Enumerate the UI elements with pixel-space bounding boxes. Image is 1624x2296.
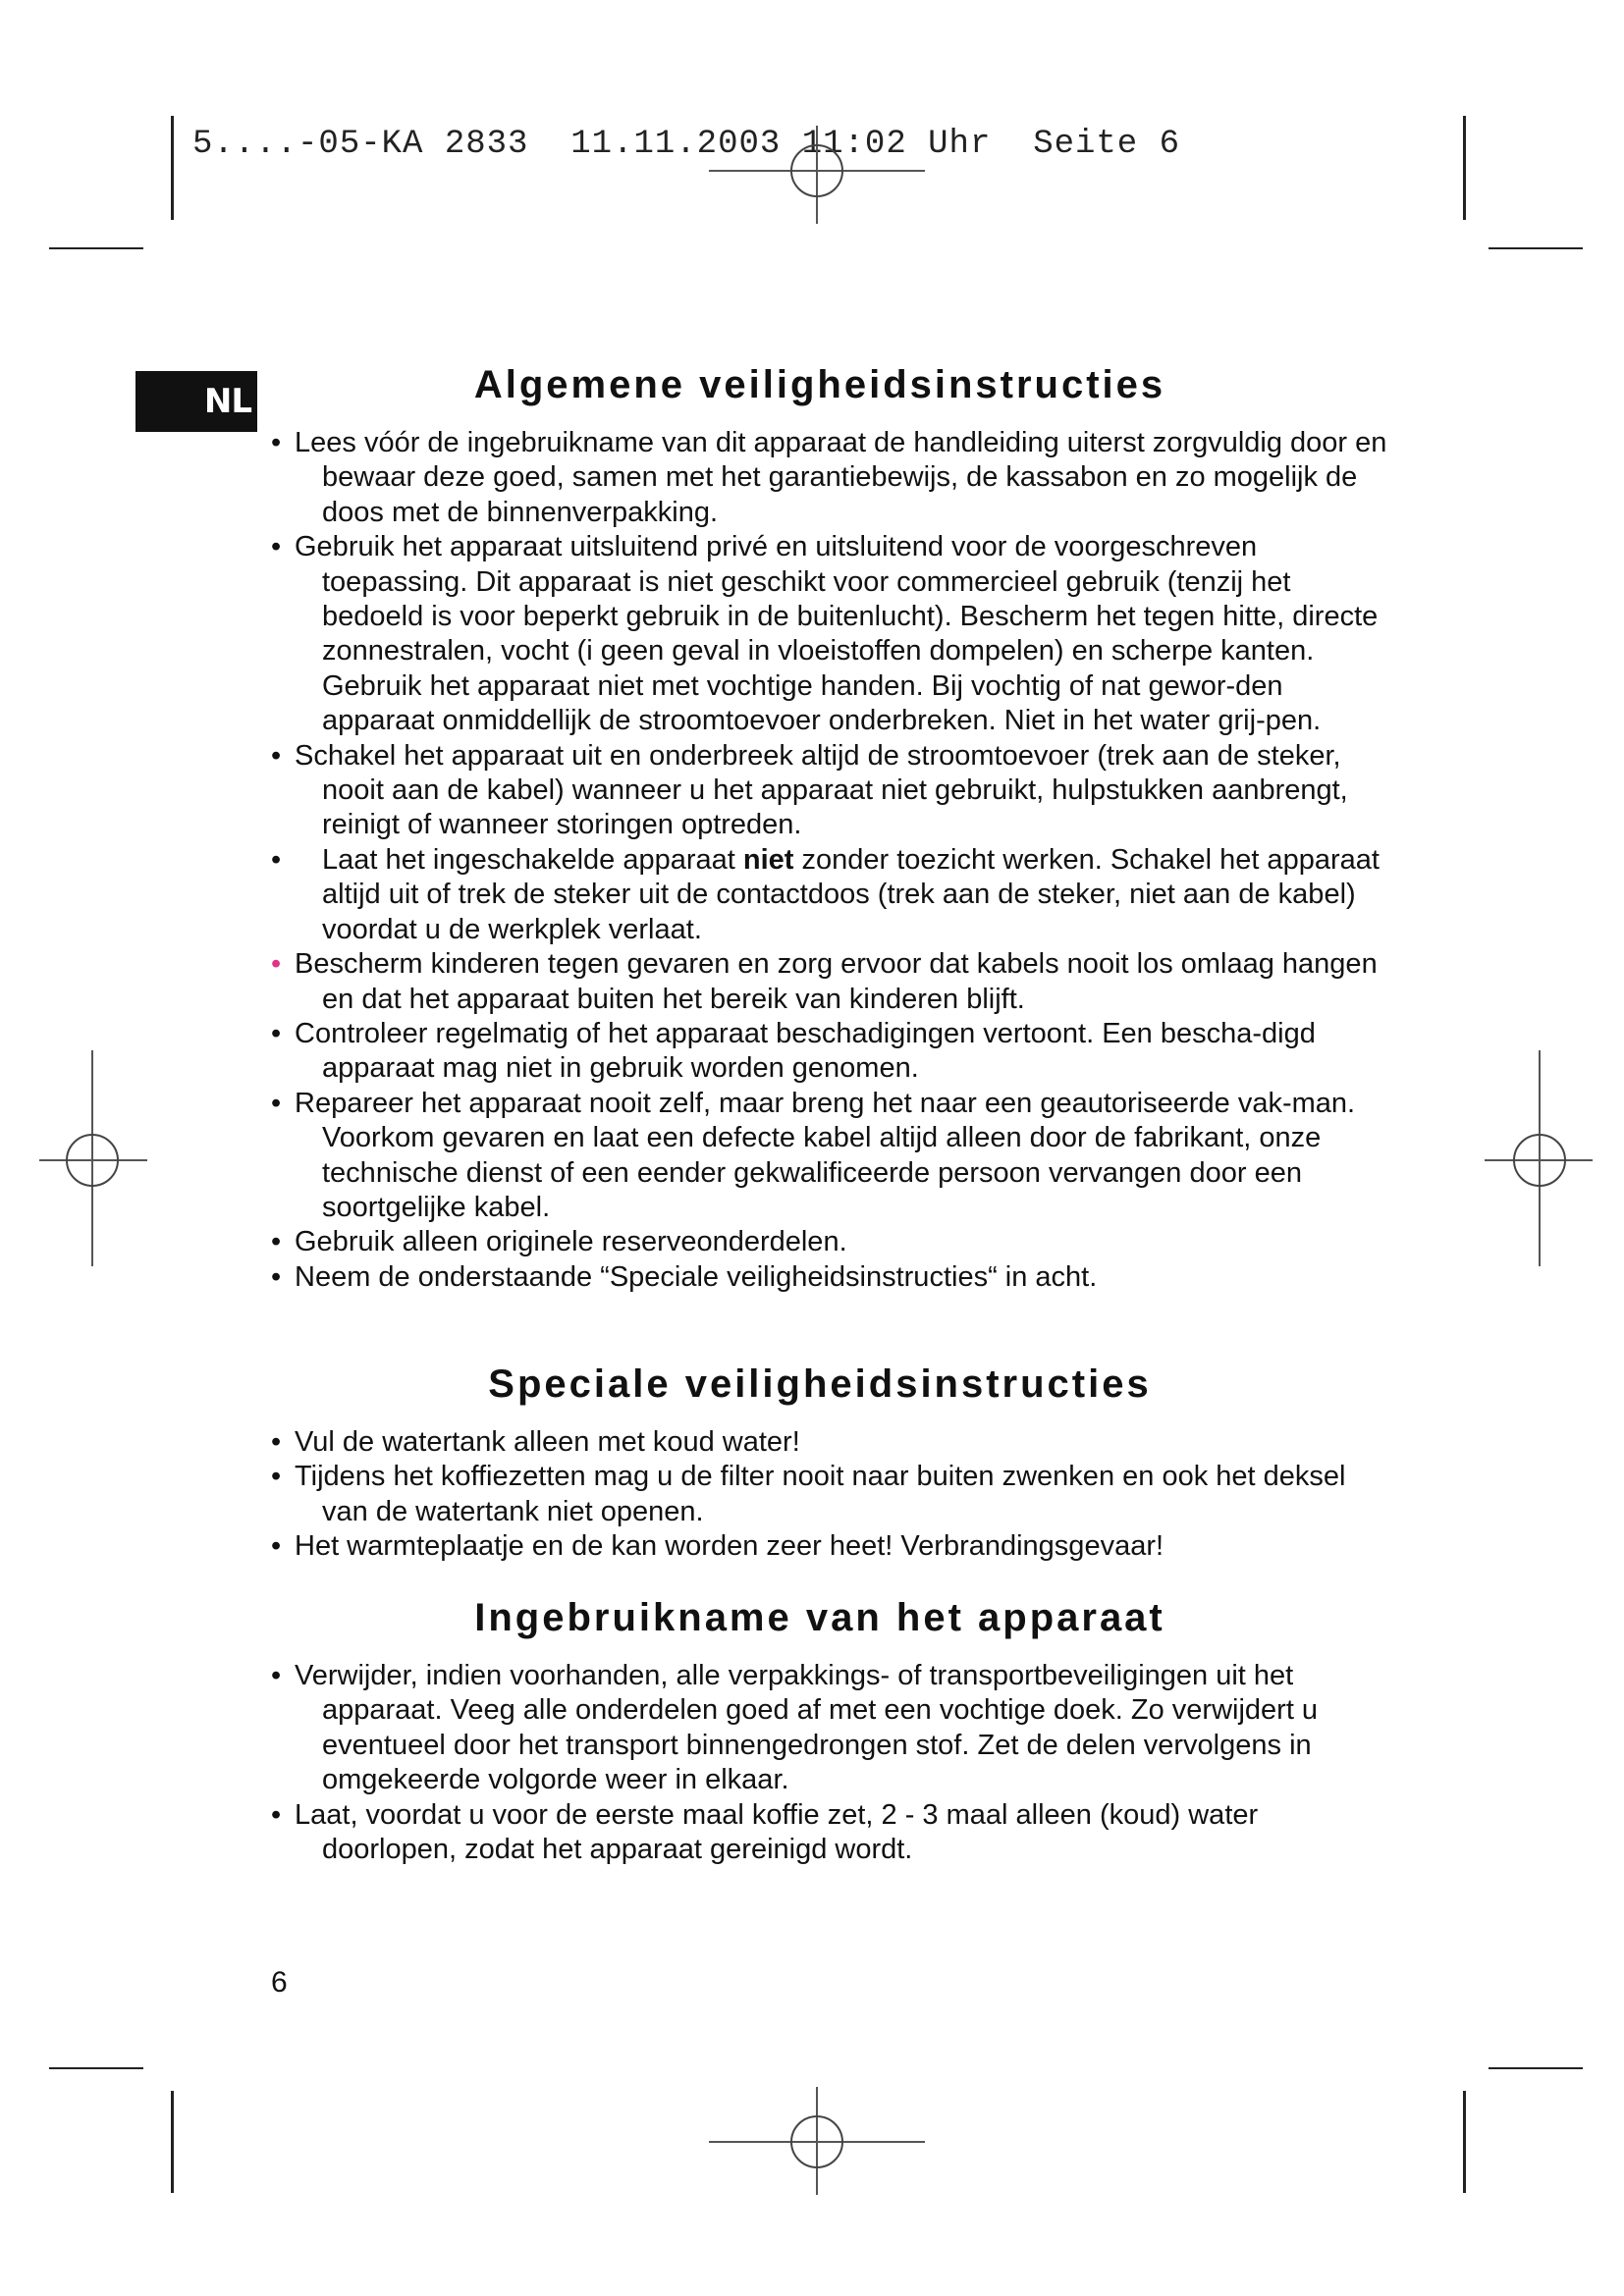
bullet-icon: • — [271, 1798, 282, 1831]
list-item: • Repareer het apparaat nooit zelf, maar breng het naar een geautoriseerde vak-man. Voorkom gevaren en laat een defecte kabel altijd alleen door de fabrikant, onze technische dienst of een eender gekwalificeerde persoon vervangen door een soortgelijke kabel. — [271, 1087, 1356, 1223]
page-number: 6 — [271, 1966, 288, 1999]
bullet-icon: • — [271, 1461, 282, 1493]
crop-mark-top-right-vertical — [1463, 116, 1466, 220]
print-page-label: Seite 6 — [1033, 126, 1181, 163]
crop-mark-bottom-left-vertical — [171, 2091, 174, 2193]
crop-mark-top-left-horizontal — [49, 247, 143, 249]
registration-mark-right — [1485, 1050, 1593, 1266]
bullet-icon: • — [271, 1530, 282, 1563]
crop-mark-bottom-right-vertical — [1463, 2091, 1466, 2193]
bullet-icon: • — [271, 1087, 282, 1119]
list-item: • Controleer regelmatig of het apparaat beschadigingen vertoont. Een bescha-digd apparaat mag niet in gebruik worden genomen. — [271, 1017, 1316, 1085]
general-safety-list — [271, 426, 1390, 1295]
list-item: • Gebruik het apparaat uitsluitend privé en uitsluitend voor de voorgeschreven toepassing. Dit apparaat is niet geschikt voor commercieel gebruik (tenzij het bedoeld is voor beperkt gebruik in de buitenlucht). Bescherm het tegen hitte, directe zonnestralen, vocht (i geen geval in vloeistoffen dompelen) en scherpe kanten. Gebruik het apparaat niet met vochtige handen. Bij vochtig of nat gewor-den apparaat onmiddellijk de stroomtoevoer onderbreken. Niet in het water grij-pen. — [271, 531, 1379, 737]
print-time: 11:02 — [801, 126, 907, 163]
bullet-icon: • — [271, 427, 282, 458]
crop-mark-top-left-vertical — [171, 116, 174, 220]
special-safety-list — [271, 1425, 1390, 1565]
list-item: • Schakel het apparaat uit en onderbreek altijd de stroomtoevoer (trek aan de steker, nooit aan de kabel) wanneer u het apparaat niet gebruikt, hulpstukken aanbrengt, reinigt of wanneer storingen optreden. — [271, 739, 1348, 841]
crop-mark-top-right-horizontal — [1489, 247, 1583, 249]
section-title-general-safety: Algemene veiligheidsinstructies — [473, 363, 1166, 406]
registration-mark-left — [39, 1050, 147, 1266]
print-slug: 5....-05-KA 2833 — [192, 126, 529, 163]
bullet-icon: • — [271, 1260, 282, 1293]
bullet-icon: • — [271, 843, 282, 876]
registration-mark-bottom — [709, 2087, 925, 2195]
bullet-icon: • — [271, 1660, 282, 1691]
crop-mark-bottom-left-horizontal — [49, 2067, 143, 2069]
print-slug-line — [192, 126, 1180, 163]
bullet-icon: • — [271, 1017, 282, 1049]
list-item: • Laat het ingeschakelde apparaat niet zonder toezicht werken. Schakel het apparaat altijd uit of trek de steker uit de contactdoos (trek aan de steker, niet aan de kabel) voordat u de werkplek verlaat. — [271, 843, 1380, 945]
bullet-icon: • — [271, 739, 282, 772]
print-time-unit: Uhr — [928, 126, 992, 163]
list-item: • Lees vóór de ingebruikname van dit apparaat de handleiding uiterst zorgvuldig door en bewaar deze goed, samen met het garantiebewijs, de kassabon en zo mogelijk de doos met de binnenverpakking. — [271, 427, 1387, 528]
bullet-icon: • — [271, 531, 282, 563]
print-date: 11.11.2003 — [570, 126, 782, 163]
emphasis-text: niet — [742, 843, 794, 876]
list-item: • Laat, voordat u voor de eerste maal koffie zet, 2 - 3 maal alleen (koud) water doorlopen, zodat het apparaat gereinigd wordt. — [271, 1798, 1259, 1866]
list-item: • Het warmteplaatje en de kan worden zeer heet! Verbrandingsgevaar! — [271, 1529, 1390, 1564]
list-item: • Verwijder, indien voorhanden, alle verpakkings- of transportbeveiligingen uit het apparaat. Veeg alle onderdelen goed af met een vochtige doek. Zo verwijdert u eventueel door het transport binnengedrongen stof. Zet de delen vervolgens in omgekeerde volgorde weer in elkaar. — [271, 1660, 1319, 1796]
list-item: • Gebruik alleen originele reserveonderdelen. — [271, 1225, 1390, 1259]
list-item: • Vul de watertank alleen met koud water! — [271, 1425, 1390, 1460]
list-item: • Neem de onderstaande “Speciale veiligheidsinstructies“ in acht. — [271, 1260, 1390, 1295]
crop-mark-bottom-right-horizontal — [1489, 2067, 1583, 2069]
section-title-special-safety: Speciale veiligheidsinstructies — [488, 1362, 1152, 1406]
language-tab: NL — [135, 371, 257, 432]
first-use-list — [271, 1659, 1390, 1867]
list-item: • Bescherm kinderen tegen gevaren en zorg ervoor dat kabels nooit los omlaag hangen en dat het apparaat buiten het bereik van kinderen blijft. — [271, 948, 1378, 1015]
list-item: • Tijdens het koffiezetten mag u de filter nooit naar buiten zwenken en ook het deksel van de watertank niet openen. — [271, 1461, 1346, 1527]
section-title-first-use: Ingebruikname van het apparaat — [474, 1596, 1165, 1639]
bullet-icon: • — [271, 948, 282, 981]
bullet-icon: • — [271, 1426, 282, 1458]
bullet-icon: • — [271, 1226, 282, 1258]
registration-mark-top — [709, 126, 925, 224]
